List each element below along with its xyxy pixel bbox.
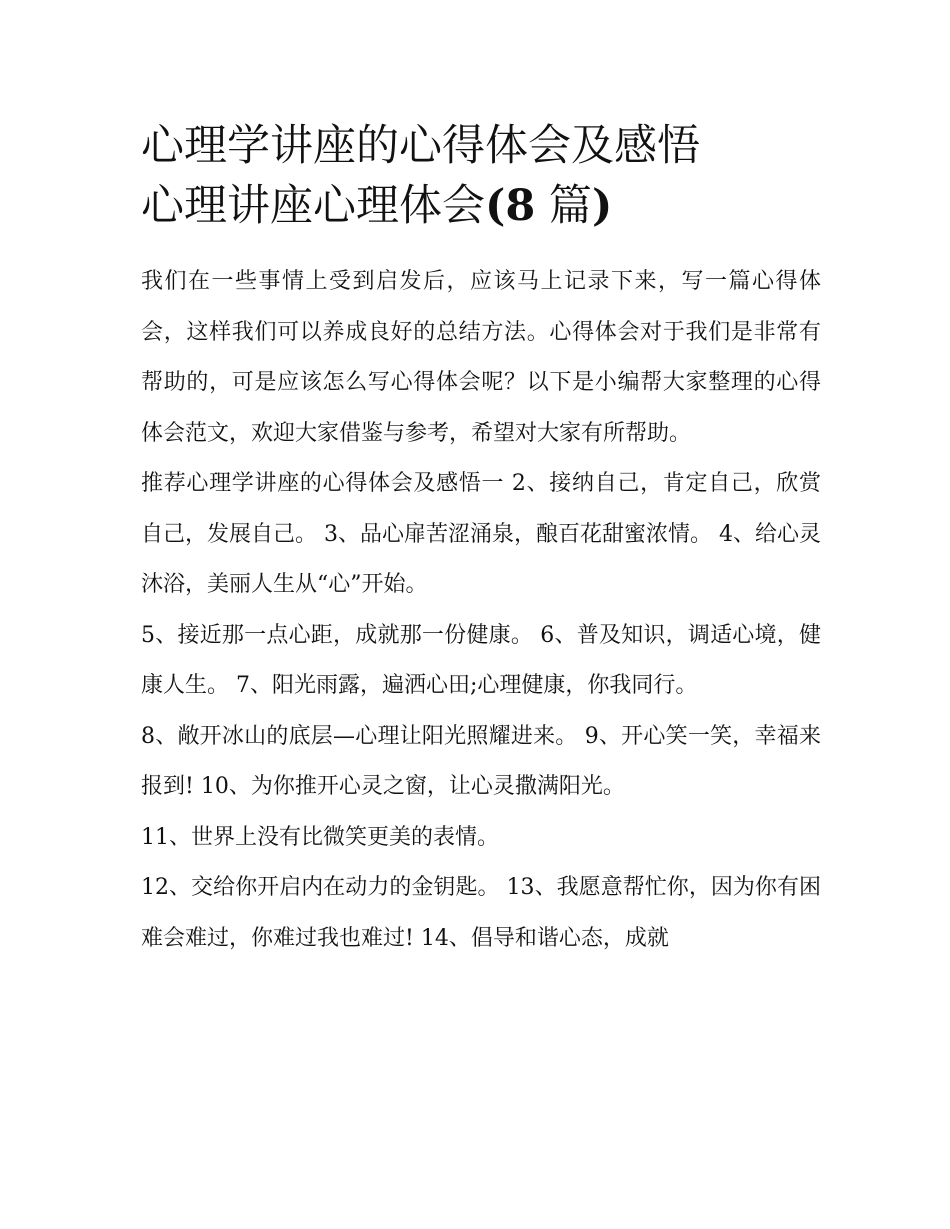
title-line-1: 心理学讲座的心得体会及感悟: [141, 121, 700, 171]
slogan-paragraph-5: 12、交给你开启内在动力的金钥匙。 13、我愿意帮忙你，因为你有困难会难过，你难过我也难过! 14、倡导和谐心态，成就: [141, 875, 821, 951]
slogan-paragraph-3: 8、敞开冰山的底层—心理让阳光照耀进来。 9、开心笑一笑，幸福来报到! 10、为你推开心灵之窗，让心灵撒满阳光。: [141, 723, 821, 799]
slogan-paragraph-1: 推荐心理学讲座的心得体会及感悟一 2、接纳自己，肯定自己，欣赏自己，发展自己。 3、品心扉苦涩涌泉，酿百花甜蜜浓情。 4、给心灵沐浴，美丽人生从“心”开始。: [141, 471, 821, 597]
title-line-2: 心理讲座心理体会(8 篇): [141, 181, 613, 231]
slogan-paragraph-4: 11、世界上没有比微笑更美的表情。: [141, 824, 499, 850]
document-title: [141, 116, 821, 236]
document-content: [141, 116, 821, 964]
slogan-paragraph-2: 5、接近那一点心距，成就那一份健康。 6、普及知识，调适心境，健康人生。 7、阳光雨露，遍洒心田;心理健康，你我同行。: [141, 622, 821, 698]
intro-paragraph: 我们在一些事情上受到启发后，应该马上记录下来，写一篇心得体会，这样我们可以养成良好的总结方法。心得体会对于我们是非常有帮助的，可是应该怎么写心得体会呢？以下是小编帮大家整理的心得体会范文，欢迎大家借鉴与参考，希望对大家有所帮助。: [141, 269, 821, 446]
